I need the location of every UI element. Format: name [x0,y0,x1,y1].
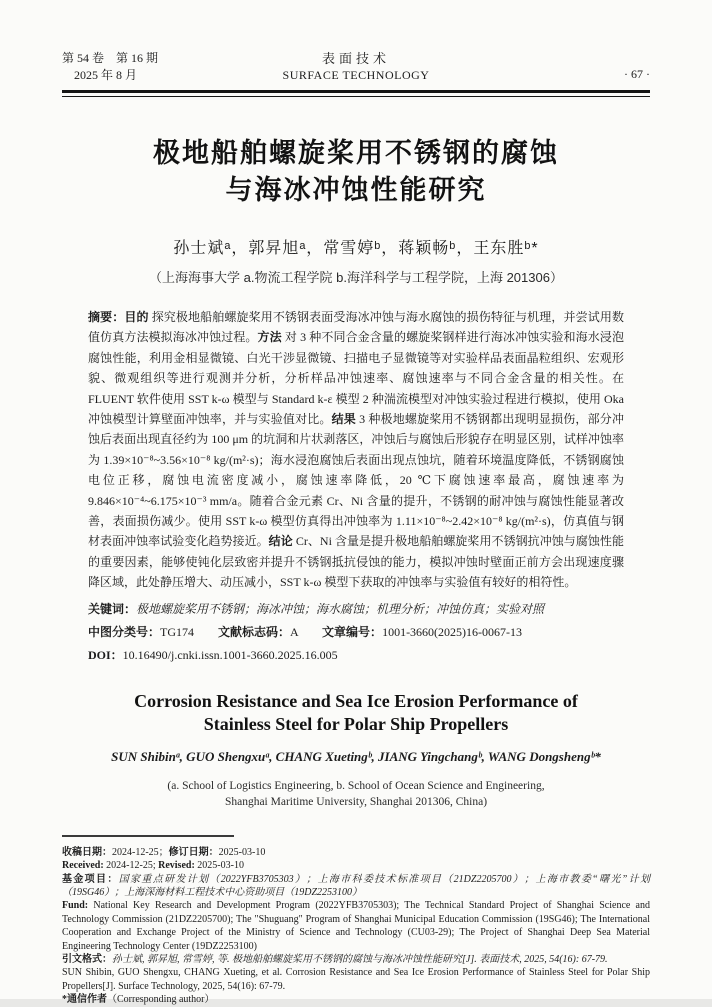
citation-line-zh: 引文格式：孙士斌, 郭昇旭, 常雪婷, 等. 极地船舶螺旋桨用不锈钢的腐蚀与海冰冲蚀性能研究[J]. 表面技术, 2025, 54(16): 67-79. [62,953,608,965]
fund-line-en: Fund: National Key Research and Development Program (2022YFB3705303); The Technical Standard Project of Shanghai Science and Technology Commission (21DZ2205700); The "Shuguang" Program of Shanghai Municipal Education Commission (19SG46); The International Cooperation and Exchange Project of the Ministry of Science and Technology (CU03-29); The Project of Shanghai Deep Sea Material Engineering Technology Center (19DZ2253100) [62,900,650,952]
paper-title-en-line2: Stainless Steel for Polar Ship Propellers [203,713,509,734]
journal-volume-issue: 第 54 卷 第 16 期 [62,51,159,65]
header-divider-rule [62,90,650,97]
footnote-divider-rule [62,835,234,837]
authors-zh: 孙士斌ᵃ，郭昇旭ᵃ，常雪婷ᵇ，蒋颖畅ᵇ，王东胜ᵇ* [173,240,539,257]
abstract-paragraph: 摘要：目的 探究极地船舶螺旋桨用不锈钢表面受海冰冲蚀与海水腐蚀的损伤特征与机理，并尝试用数值仿真方法模拟海冰冲蚀过程。方法 对 3 种不同合金含量的螺旋桨钢样进行海冰冲蚀实验和海水浸泡腐蚀性能，利用金相显微镜、白光干涉显微镜、扫描电子显微镜等对实验样品表面晶粒组织、宏观形貌、微观组织等进行观测并分析，分析样品冲蚀速率、腐蚀速率与不同合金含量的相关性。在 FLUENT 软件使用 SST k-ω 模型与 Standard k-ε 模型 2 种湍流模型对冲蚀实验过程进行模拟，使用 Oka 冲蚀模型计算壁面冲蚀率，并与实验值对比。结果 3 种极地螺旋桨用不锈钢都出现明显损伤，部分冲蚀后表面出现直径约为 100 μm 的坑洞和片状剥落区，冲蚀后与腐蚀后形貌存在明显区别，试样冲蚀率为 1.39×10⁻⁸~3.56×10⁻⁸ kg/(m²·s)；海水浸泡腐蚀后表面出现点蚀坑，随着环境温度降低，不锈钢腐蚀电位正移，腐蚀电流密度减小，腐蚀速率降低，20 ℃下腐蚀速率最高，腐蚀速率为 9.846×10⁻⁴~6.175×10⁻³ mm/a。随着合金元素 Cr、Ni 含量的提升，不锈钢的耐冲蚀与腐蚀性能显著改善，表面损伤减少。使用 SST k-ω 模型仿真得出冲蚀率为 1.11×10⁻⁸~2.42×10⁻⁸ kg/(m²·s)，仿真值与钢材表面冲蚀率试验变化趋势接近。结论 Cr、Ni 含量是提升极地船舶螺旋桨用不锈钢抗冲蚀与腐蚀性能的重要因素，能够使钝化层致密并提升不锈钢抵抗侵蚀的能力，模拟冲蚀时壁面正前方会出现速度骤降区域，此处静压增大、动压减小，SST k-ω 模型下获取的冲蚀率与实验值有较好的相符性。 [88,310,624,590]
fund-line-zh: 基金项目：国家重点研发计划（2022YFB3705303）；上海市科委技术标准项目（21DZ2205700）；上海市教委“曙光”计划（19SG46）；上海深海材料工程技术中心资助项目（19DZ2253100） [62,873,651,898]
clc-line: 中图分类号：TG174 文献标志码：A 文章编号：1001-3660(2025)16-0067-13 [88,624,523,639]
received-line-en: Received: 2024-12-25; Revised: 2025-03-10 [62,860,244,872]
keywords-line: 关键词：极地螺旋桨用不锈钢；海冰冲蚀；海水腐蚀；机理分析；冲蚀仿真；实验对照 [88,601,545,616]
received-line-zh: 收稿日期：2024-12-25；修订日期：2025-03-10 [62,846,266,858]
corresponding-author-line: *通信作者（Corresponding author） [62,994,215,1006]
affiliation-en-line2: Shanghai Maritime University, Shanghai 201306, China) [224,795,488,808]
paper-title-zh-line2: 与海冰冲蚀性能研究 [225,175,487,205]
affiliation-zh: （上海海事大学 a.物流工程学院 b.海洋科学与工程学院，上海 201306） [149,270,563,285]
authors-en: SUN Shibinᵃ, GUO Shengxuᵃ, CHANG Xuetingᵇ, JIANG Yingchangᵇ, WANG Dongshengᵇ* [111,748,601,764]
english-block [62,690,650,810]
journal-name-block [212,50,500,84]
affiliation-en-line1: (a. School of Logistics Engineering, b. School of Ocean Science and Engineering, [167,779,545,792]
journal-header [62,0,650,84]
journal-issue-block [62,50,212,84]
paper-title-zh [62,135,650,209]
affiliation-en [62,778,650,810]
journal-name-en: SURFACE TECHNOLOGY [282,68,430,82]
page-number: · 67 · [624,67,650,81]
citation-line-en: SUN Shibin, GUO Shengxu, CHANG Xueting, et al. Corrosion Resistance and Sea Ice Erosion Performance of Stainless Steel for Polar Ship Propellers[J]. Surface Technology, 2025, 54(16): 67-79. [62,967,650,992]
paper-title-zh-line1: 极地船舶螺旋桨用不锈钢的腐蚀 [153,138,559,168]
paper-title-en-line1: Corrosion Resistance and Sea Ice Erosion Performance of [134,690,578,711]
footnote-block [62,835,650,1007]
journal-date: 2025 年 8 月 [74,68,138,82]
abstract-block [88,307,624,665]
paper-title-en [62,690,650,736]
journal-name-zh: 表面技术 [321,51,390,66]
doi-line: DOI：10.16490/j.cnki.issn.1001-3660.2025.16.005 [88,647,338,662]
